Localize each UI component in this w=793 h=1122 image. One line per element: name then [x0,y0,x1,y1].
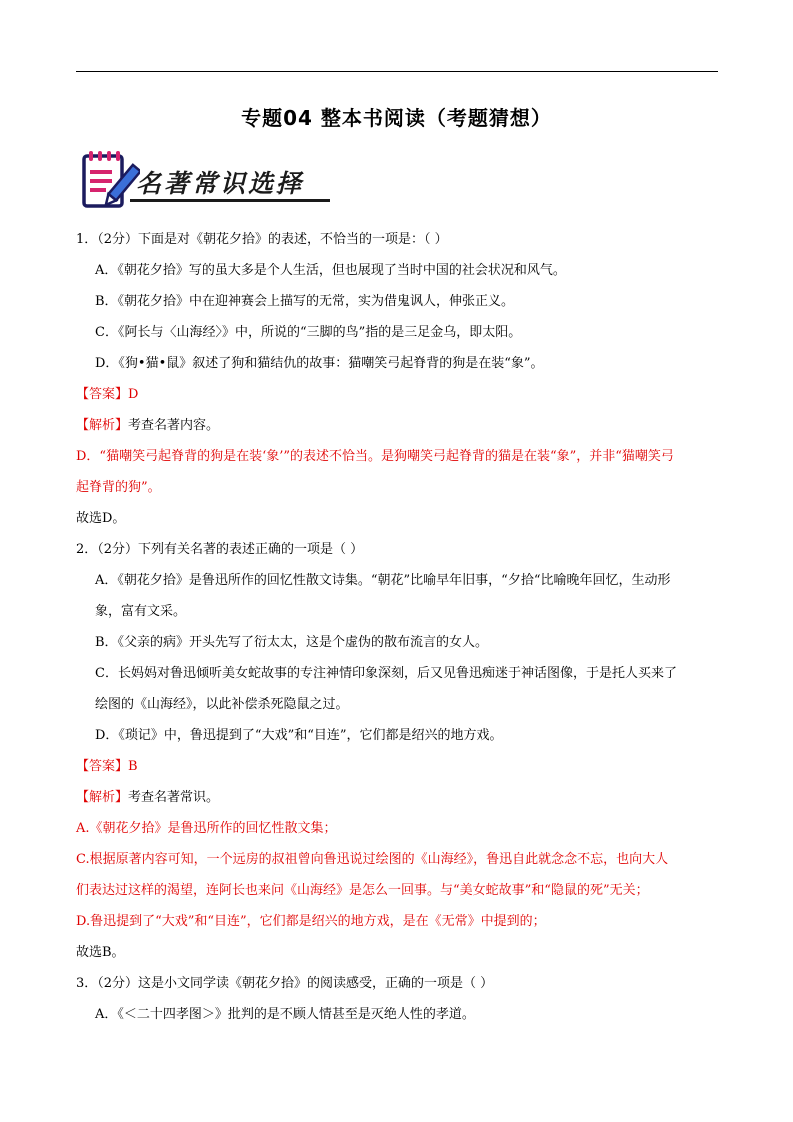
analysis-tag: 【解析】 [76,418,129,433]
q1-option-a: A．《朝花夕拾》写的虽大多是个人生活，但也展现了当时中国的社会状况和风气。 [95,263,566,278]
q1-stem: 1．（2分）下面是对《朝花夕拾》的表述，不恰当的一项是：（ ） [76,232,448,247]
q2-stem: 2．（2分）下列有关名著的表述正确的一项是（ ） [76,542,364,557]
q2-option-d: D．《琐记》中，鲁迅提到了“大戏”和“目连”，它们都是绍兴的地方戏。 [95,728,503,743]
q3-option-a: A．《＜二十四孝图＞》批判的是不顾人情甚至是灭绝人性的孝道。 [95,1007,475,1022]
q1-option-d: D．《狗•猫•鼠》叙述了狗和猫结仇的故事：猫嘲笑弓起脊背的狗是在装“象”。 [95,356,544,371]
q1-answer [76,379,718,410]
q1-explanation-line-1: D．“猫嘲笑弓起脊背的狗是在装‘象’”的表述不恰当。是狗嘲笑弓起脊背的猫是在装“象”，并非“猫嘲笑弓 [76,449,674,464]
q1-explanation-line-2: 起脊背的狗”。 [76,480,161,495]
section-heading-underline [130,199,330,202]
q2-analysis [76,782,718,813]
q1-conclusion: 故选D。 [76,511,126,526]
q2-option-c-line-1: C．长妈妈对鲁迅倾听美女蛇故事的专注神情印象深刻，后又见鲁迅痴迷于神话图像，于是托人买来了 [95,666,677,681]
q2-option-a-line-2: 象，富有文采。 [95,604,187,619]
q2-answer [76,751,718,782]
section-heading: 名著常识选择 [136,169,305,198]
analysis-text: 考查名著内容。 [128,418,220,433]
notebook-pencil-icon [80,148,140,214]
analysis-tag: 【解析】 [76,790,129,805]
section-banner [80,148,340,214]
q2-explanation-c-line-1: C.根据原著内容可知，一个远房的叔祖曾向鲁迅说过绘图的《山海经》，鲁迅自此就念念不忘，也向大人 [76,852,669,867]
page-title: 专题04 整本书阅读（考题猜想） [241,106,552,130]
analysis-text: 考查名著常识。 [128,790,220,805]
q2-explanation-a: A.《朝花夕拾》是鲁迅所作的回忆性散文集； [76,821,337,836]
answer-tag: 【答案】 [76,387,129,402]
header-rule [76,71,718,72]
q2-explanation-c-line-2: 们表达过这样的渴望，连阿长也来问《山海经》是怎么一回事。与“美女蛇故事”和“隐鼠的死”无关； [76,883,649,898]
q2-option-a-line-1: A．《朝花夕拾》是鲁迅所作的回忆性散文诗集。“朝花”比喻早年旧事，“夕拾“比喻晚年回忆，生动形 [95,573,671,588]
answer-value: B [128,759,138,774]
q2-option-b: B．《父亲的病》开头先写了衍太太，这是个虚伪的散布流言的女人。 [95,635,489,650]
q3-stem: 3．（2分）这是小文同学读《朝花夕拾》的阅读感受，正确的一项是（ ） [76,976,494,991]
answer-tag: 【答案】 [76,759,129,774]
q2-conclusion: 故选B。 [76,945,125,960]
answer-value: D [128,387,139,402]
document-body [76,224,718,1030]
q1-analysis [76,410,718,441]
q2-explanation-d: D.鲁迅提到了“大戏”和“目连”，它们都是绍兴的地方戏，是在《无常》中提到的； [76,914,546,929]
q2-option-c-line-2: 绘图的《山海经》，以此补偿杀死隐鼠之过。 [95,697,349,712]
q1-option-c: C．《阿长与〈山海经〉》中，所说的“三脚的鸟”指的是三足金乌，即太阳。 [95,325,522,340]
q1-option-b: B．《朝花夕拾》中在迎神赛会上描写的无常，实为借鬼讽人，伸张正义。 [95,294,515,309]
